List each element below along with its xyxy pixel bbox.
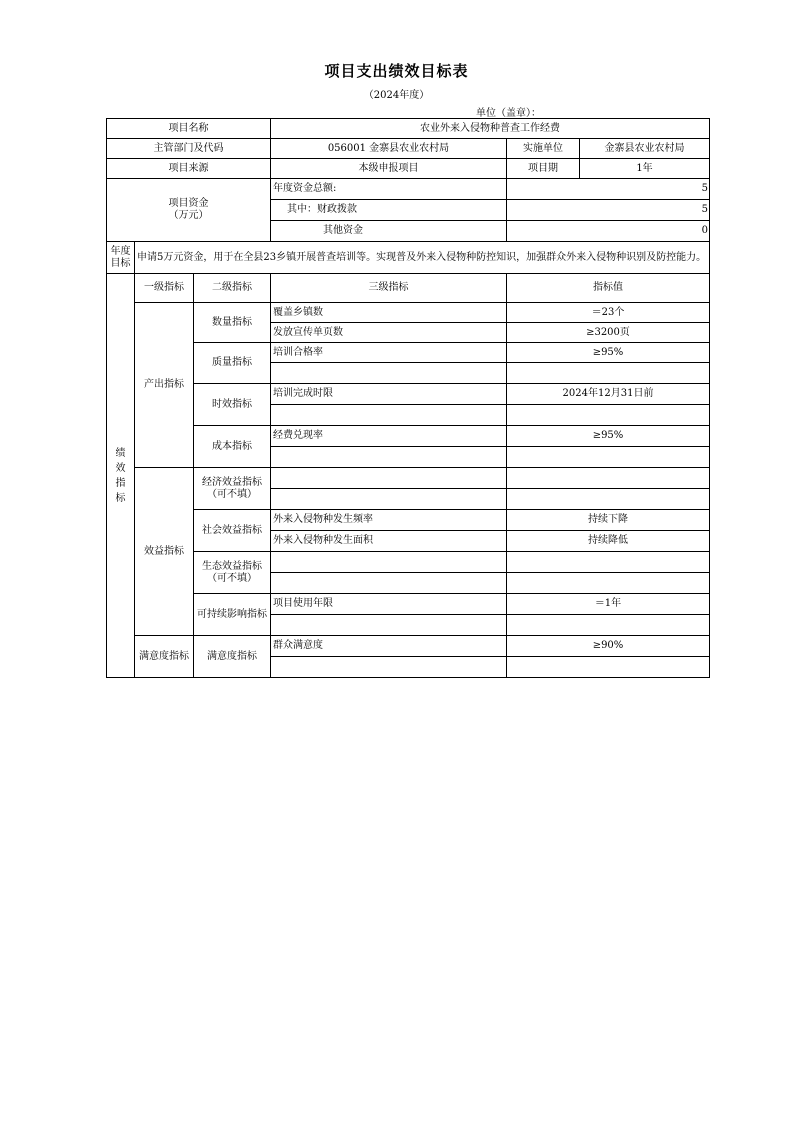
dept-value: 056001 金寨县农业农村局 <box>271 139 507 159</box>
indicator-value: ≥3200页 <box>507 323 710 343</box>
indicator-value-empty <box>507 615 710 636</box>
annual-goal-label: 年度目标 <box>107 242 135 274</box>
period-label: 项目期 <box>507 159 580 179</box>
fund-label-line1: 项目资金 <box>168 198 209 209</box>
indicator-name: 发放宣传单页数 <box>271 323 507 343</box>
indicator-value-empty <box>507 447 710 468</box>
col-header-l3: 三级指标 <box>271 274 507 303</box>
fund-fiscal-value: 5 <box>507 200 710 221</box>
indicator-name-empty <box>271 615 507 636</box>
indicator-value-empty <box>507 489 710 510</box>
fund-other-value: 0 <box>507 221 710 242</box>
indicator-value: ≥95% <box>507 426 710 447</box>
satisfaction-indicator-label: 满意度指标 <box>135 636 194 678</box>
fund-other-label: 其他资金 <box>271 221 507 242</box>
indicator-value-empty <box>507 363 710 384</box>
indicator-name: 经费兑现率 <box>271 426 507 447</box>
perf-section-label: 绩效指标 <box>107 274 135 678</box>
fund-label-line2: （万元） <box>168 210 209 221</box>
indicator-name: 外来入侵物种发生频率 <box>271 510 507 531</box>
indicator-value-empty <box>507 657 710 678</box>
fund-total-label: 年度资金总额: <box>271 179 507 200</box>
indicator-name-empty <box>271 552 507 573</box>
page-title: 项目支出绩效目标表 <box>324 62 469 80</box>
indicator-value: ≥90% <box>507 636 710 657</box>
quantity-indicator-label: 数量指标 <box>194 303 271 343</box>
indicator-value: ≥95% <box>507 343 710 363</box>
indicator-value: ＝1年 <box>507 594 710 615</box>
source-value: 本级申报项目 <box>271 159 507 179</box>
economic-label-line2: （可不填） <box>207 488 257 500</box>
indicator-name: 培训合格率 <box>271 343 507 363</box>
indicator-name: 项目使用年限 <box>271 594 507 615</box>
timeliness-indicator-label: 时效指标 <box>194 384 271 426</box>
ecological-label-line1: 生态效益指标 <box>202 560 262 572</box>
indicator-value: ＝23个 <box>507 303 710 323</box>
satisfaction-sub-label: 满意度指标 <box>194 636 271 678</box>
indicator-name-empty <box>271 489 507 510</box>
indicator-value: 持续降低 <box>507 531 710 552</box>
sustainable-indicator-label: 可持续影响指标 <box>194 594 271 636</box>
col-header-l1: 一级指标 <box>135 274 194 303</box>
indicator-name-empty <box>271 447 507 468</box>
economic-label-line1: 经济效益指标 <box>202 476 262 488</box>
quality-indicator-label: 质量指标 <box>194 343 271 384</box>
indicator-name: 外来入侵物种发生面积 <box>271 531 507 552</box>
indicator-value-empty <box>507 405 710 426</box>
performance-target-table <box>106 118 710 678</box>
annual-goal-text: 申请5万元资金，用于在全县23乡镇开展普查培训等。实现普及外来入侵物种防控知识，加强群众外来入侵物种识别及防控能力。 <box>135 242 710 274</box>
indicator-name-empty <box>271 657 507 678</box>
output-indicator-label: 产出指标 <box>135 303 194 468</box>
fund-total-value: 5 <box>507 179 710 200</box>
indicator-name-empty <box>271 468 507 489</box>
indicator-value-empty <box>507 552 710 573</box>
col-header-value: 指标值 <box>507 274 710 303</box>
impl-unit-label: 实施单位 <box>507 139 580 159</box>
period-value: 1年 <box>580 159 710 179</box>
social-indicator-label: 社会效益指标 <box>194 510 271 552</box>
ecological-label-line2: （可不填） <box>207 572 257 584</box>
impl-unit-value: 金寨县农业农村局 <box>580 139 710 159</box>
fund-fiscal-label: 其中：财政拨款 <box>271 200 507 221</box>
indicator-name: 培训完成时限 <box>271 384 507 405</box>
dept-label: 主管部门及代码 <box>107 139 271 159</box>
col-header-l2: 二级指标 <box>194 274 271 303</box>
indicator-name-empty <box>271 363 507 384</box>
indicator-value: 2024年12月31日前 <box>507 384 710 405</box>
project-name-value: 农业外来入侵物种普查工作经费 <box>271 119 710 139</box>
project-name-label: 项目名称 <box>107 119 271 139</box>
cost-indicator-label: 成本指标 <box>194 426 271 468</box>
economic-indicator-label <box>194 468 271 510</box>
source-label: 项目来源 <box>107 159 271 179</box>
unit-seal-label: 单位（盖章）： <box>476 108 541 119</box>
benefit-indicator-label: 效益指标 <box>135 468 194 636</box>
indicator-name: 群众满意度 <box>271 636 507 657</box>
indicator-name-empty <box>271 405 507 426</box>
report-year: （2024年度） <box>363 90 430 101</box>
ecological-indicator-label <box>194 552 271 594</box>
indicator-name-empty <box>271 573 507 594</box>
fund-label <box>107 179 271 242</box>
indicator-value-empty <box>507 573 710 594</box>
indicator-name: 覆盖乡镇数 <box>271 303 507 323</box>
indicator-value: 持续下降 <box>507 510 710 531</box>
indicator-value-empty <box>507 468 710 489</box>
